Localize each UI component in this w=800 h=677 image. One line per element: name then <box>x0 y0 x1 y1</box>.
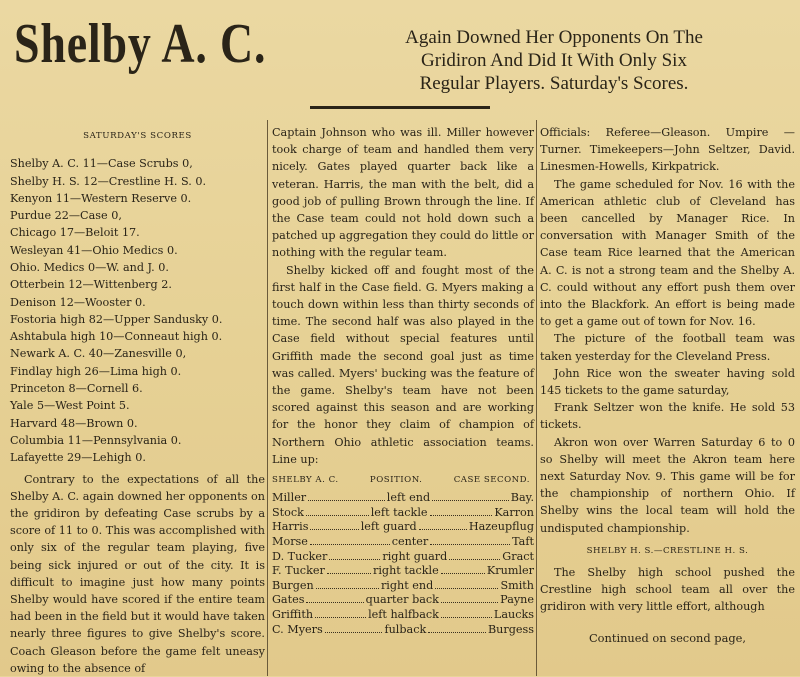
story-paragraph: John Rice won the sweater having sold 145 tickets to the game saturday, <box>540 366 795 398</box>
score-line: Findlay high 26—Lima high 0. <box>10 364 182 378</box>
lineup-shelby-player: Gates <box>272 593 305 607</box>
story-paragraph: The game scheduled for Nov. 16 with the American athletic club of Cleveland has been cancelled by Manager Rice. In conversation with Manager Smith of the Case team Rice learned that the American A. C. is not a strong team and the Shelby A. C. could without any effort push them over into the Blackfork. An effort is being made to get a game out of town for Nov. 16. <box>540 177 795 329</box>
lineup-position: right tackle <box>372 564 439 578</box>
leader-dots <box>430 544 510 545</box>
headline-title: Shelby A. C. <box>14 13 267 75</box>
lineup-position: center <box>391 535 429 549</box>
leader-dots <box>315 617 366 618</box>
deck-line: Gridiron And Did It With Only Six <box>421 50 687 71</box>
lineup-case-player: Laucks <box>493 608 534 622</box>
lineup-table <box>272 491 534 637</box>
lineup-position: fulback <box>384 622 427 636</box>
leader-dots <box>308 500 385 501</box>
lineup-header-position: POSITION. <box>369 475 423 486</box>
score-line: Harvard 48—Brown 0. <box>10 416 138 430</box>
column-2 <box>272 124 534 637</box>
score-line: Shelby A. C. 11—Case Scrubs 0, <box>10 157 193 171</box>
score-line: Otterbein 12—Wittenberg 2. <box>10 278 172 292</box>
score-line: Purdue 22—Case 0, <box>10 209 122 223</box>
leader-dots <box>441 602 498 603</box>
lineup-header <box>272 472 530 489</box>
column-3 <box>540 124 795 647</box>
score-line: Yale 5—West Point 5. <box>10 399 130 413</box>
score-line: Lafayette 29—Lehigh 0. <box>10 451 146 465</box>
score-line: Princeton 8—Cornell 6. <box>10 382 143 396</box>
leader-dots <box>310 529 358 530</box>
lineup-case-player: Bay. <box>510 491 534 505</box>
continued-note: Continued on second page, <box>588 630 747 645</box>
lineup-row <box>272 623 534 638</box>
leader-dots <box>310 544 390 545</box>
lineup-shelby-player: D. Tucker <box>272 549 328 563</box>
lineup-case-player: Taft <box>512 535 534 549</box>
deck-line: Again Downed Her Opponents On The <box>405 27 703 48</box>
lineup-row <box>272 535 534 550</box>
lineup-position: right guard <box>382 549 448 563</box>
leader-dots <box>329 559 380 560</box>
lineup-row <box>272 520 534 535</box>
score-line: Wesleyan 41—Ohio Medics 0. <box>10 243 178 257</box>
story-paragraph: Akron won over Warren Saturday 6 to 0 so Shelby will meet the Akron team here next Saturday Nov. 9. This game will be for the championship of northern Ohio. If Shelby wins the local team will hold the undisputed championship. <box>540 435 795 535</box>
lineup-position: left end <box>386 491 431 505</box>
score-line: Kenyon 11—Western Reserve 0. <box>10 191 192 205</box>
score-line: Newark A. C. 40—Zanesville 0, <box>10 347 187 361</box>
lineup-row <box>272 564 534 579</box>
story-paragraph: Captain Johnson who was ill. Miller however took charge of team and handled them very nicely. Gates played quarter back like a veteran. Harris, the man with the belt, did a good job of pulling Brown through the line. If the Case team could not hold down such a patched up aggregation they could do little or nothing with the regular team. <box>272 126 534 260</box>
lineup-position: left tackle <box>370 505 428 519</box>
story-paragraph: Frank Seltzer won the knife. He sold 53 tickets. <box>540 401 795 432</box>
leader-dots <box>306 515 369 516</box>
lineup-position: left guard <box>360 520 417 534</box>
lineup-row <box>272 593 534 608</box>
scores-list <box>10 155 265 466</box>
lineup-header-case: CASE SECOND. <box>453 475 530 486</box>
lineup-case-player: Smith <box>500 578 535 592</box>
story-paragraph: Officials: Referee—Gleason. Umpire —Turner. Timekeepers—John Seltzer, David. Linesmen-Howells, Kirkpatrick. <box>540 126 795 174</box>
lineup-position: left halfback <box>368 608 439 622</box>
lineup-case-player: Karron <box>494 505 534 519</box>
lineup-row <box>272 579 534 594</box>
lineup-position: right end <box>380 578 434 592</box>
score-line: Chicago 17—Beloit 17. <box>10 226 140 240</box>
lineup-shelby-player: F. Tucker <box>272 564 325 578</box>
lineup-case-player: Gract <box>502 549 534 563</box>
score-line: Shelby H. S. 12—Crestline H. S. 0. <box>10 174 206 188</box>
lineup-position: quarter back <box>365 593 439 607</box>
leader-dots <box>441 617 492 618</box>
headline-deck <box>314 26 794 95</box>
lineup-case-player: Payne <box>500 593 535 607</box>
score-line: Columbia 11—Pennsylvania 0. <box>10 433 182 447</box>
lineup-shelby-player: C. Myers <box>272 622 323 636</box>
lineup-shelby-player: Stock <box>272 505 304 519</box>
score-line: Fostoria high 82—Upper Sandusky 0. <box>10 312 223 326</box>
lineup-row <box>272 608 534 623</box>
story-paragraph: Contrary to the expectations of all the Shelby A. C. again downed her opponents on the gridiron by defeating Case scrubs by a score of 11 to 0. This was accomplished with only six of the regular team playing, five being sick injured or out of the city. It is difficult to imagine just how many points Shelby would have scored if the entire team had been in the field but it would have taken nearly three figures to give Shelby's score. Coach Gleason before the game felt uneasy owing to the absence of <box>10 472 265 675</box>
story-paragraph: The Shelby high school pushed the Crestline high school team all over the gridiron with very little effort, although <box>540 566 795 614</box>
high-school-subhead: SHELBY H. S.—CRESTLINE H. S. <box>586 545 749 556</box>
leader-dots <box>306 602 363 603</box>
story-paragraph: Shelby kicked off and fought most of the first half in the Case field. G. Myers making a touch down within less than thirty seconds of time. The second half was also played in the Case field without special features until Griffith made the second goal just as time was called. Myers' bucking was the feature of the game. Shelby's team have not been scored against this season and are working for the honor they claim of champion of Northern Ohio athletic association teams. Line up: <box>272 263 534 466</box>
leader-dots <box>316 588 379 589</box>
headline-rule <box>310 106 490 109</box>
column-1 <box>10 124 265 677</box>
leader-dots <box>441 573 485 574</box>
column-divider <box>536 120 537 676</box>
leader-dots <box>449 559 500 560</box>
lineup-case-player: Burgess <box>487 622 534 636</box>
leader-dots <box>435 588 498 589</box>
story-paragraph: The picture of the football team was taken yesterday for the Cleveland Press. <box>540 332 795 363</box>
score-line: Ashtabula high 10—Conneaut high 0. <box>10 330 223 344</box>
leader-dots <box>325 632 383 633</box>
lineup-shelby-player: Morse <box>272 535 308 549</box>
lineup-case-player: Krumler <box>486 564 534 578</box>
leader-dots <box>327 573 371 574</box>
lineup-row <box>272 550 534 565</box>
leader-dots <box>419 529 467 530</box>
lineup-row <box>272 491 534 506</box>
lineup-header-shelby: SHELBY A. C. <box>272 475 339 486</box>
column-divider <box>267 120 268 676</box>
masthead <box>8 6 794 114</box>
scores-subhead: SATURDAY'S SCORES <box>83 131 192 141</box>
lineup-shelby-player: Harris <box>272 520 309 534</box>
lineup-shelby-player: Burgen <box>272 578 314 592</box>
deck-line: Regular Players. Saturday's Scores. <box>419 73 689 94</box>
lineup-shelby-player: Griffith <box>272 608 314 622</box>
lineup-shelby-player: Miller <box>272 491 307 505</box>
lineup-row <box>272 506 534 521</box>
leader-dots <box>432 500 509 501</box>
lineup-case-player: Hazeupflug <box>468 520 534 534</box>
leader-dots <box>428 632 486 633</box>
score-line: Ohio. Medics 0—W. and J. 0. <box>10 260 169 274</box>
score-line: Denison 12—Wooster 0. <box>10 295 146 309</box>
leader-dots <box>430 515 493 516</box>
